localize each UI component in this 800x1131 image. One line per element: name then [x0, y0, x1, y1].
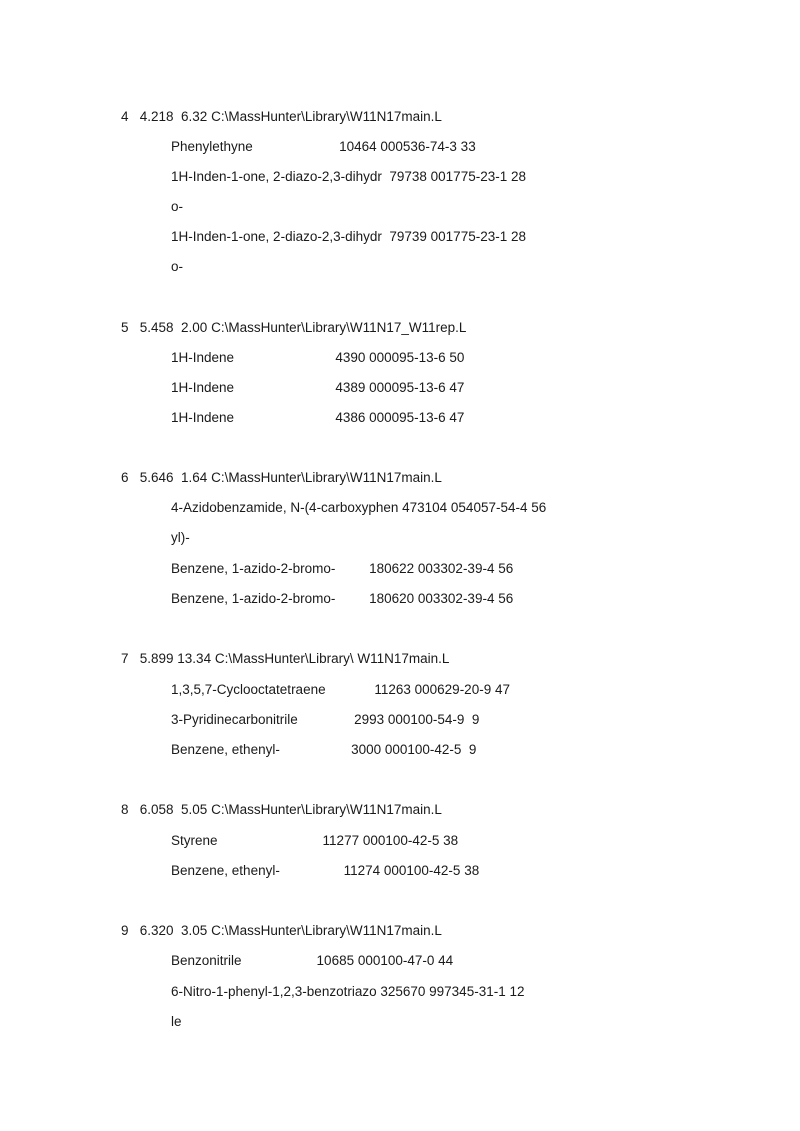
library-hit-line: 1H-Indene 4389 000095-13-6 47 [171, 380, 465, 395]
hit-group-header: 5 5.458 2.00 C:\MassHunter\Library\W11N17_W11rep.L [121, 320, 467, 335]
library-hit-line: Benzene, 1-azido-2-bromo- 180622 003302-39-4 56 [171, 561, 514, 576]
library-hit-line: yl)- [171, 530, 190, 545]
library-hit-line: 6-Nitro-1-phenyl-1,2,3-benzotriazo 325670 997345-31-1 12 [171, 984, 525, 999]
library-hit-line: o- [171, 199, 184, 214]
library-hit-line: Styrene 11277 000100-42-5 38 [171, 833, 459, 848]
library-hit-line: 1H-Indene 4390 000095-13-6 50 [171, 350, 465, 365]
hit-group-header: 4 4.218 6.32 C:\MassHunter\Library\W11N17main.L [121, 109, 442, 124]
library-hit-line: 1H-Indene 4386 000095-13-6 47 [171, 410, 465, 425]
library-hit-line: Benzene, ethenyl- 3000 000100-42-5 9 [171, 742, 477, 757]
library-hit-line: 1H-Inden-1-one, 2-diazo-2,3-dihydr 79738 001775-23-1 28 [171, 169, 526, 184]
hit-group-header: 6 5.646 1.64 C:\MassHunter\Library\W11N17main.L [121, 470, 442, 485]
library-hit-line: le [171, 1014, 182, 1029]
library-hit-line: Benzene, 1-azido-2-bromo- 180620 003302-39-4 56 [171, 591, 514, 606]
library-hit-line: Phenylethyne 10464 000536-74-3 33 [171, 139, 476, 154]
hit-group-header: 9 6.320 3.05 C:\MassHunter\Library\W11N17main.L [121, 923, 442, 938]
library-hit-line: o- [171, 259, 184, 274]
library-hit-line: Benzene, ethenyl- 11274 000100-42-5 38 [171, 863, 480, 878]
hit-group-header: 8 6.058 5.05 C:\MassHunter\Library\W11N17main.L [121, 802, 442, 817]
library-hit-line: 4-Azidobenzamide, N-(4-carboxyphen 473104 054057-54-4 56 [171, 500, 547, 515]
hit-group-header: 7 5.899 13.34 C:\MassHunter\Library\ W11N17main.L [121, 651, 450, 666]
library-hit-line: Benzonitrile 10685 000100-47-0 44 [171, 953, 454, 968]
library-hit-line: 1,3,5,7-Cyclooctatetraene 11263 000629-20-9 47 [171, 682, 510, 697]
library-hit-line: 3-Pyridinecarbonitrile 2993 000100-54-9 9 [171, 712, 480, 727]
library-hit-line: 1H-Inden-1-one, 2-diazo-2,3-dihydr 79739 001775-23-1 28 [171, 229, 526, 244]
